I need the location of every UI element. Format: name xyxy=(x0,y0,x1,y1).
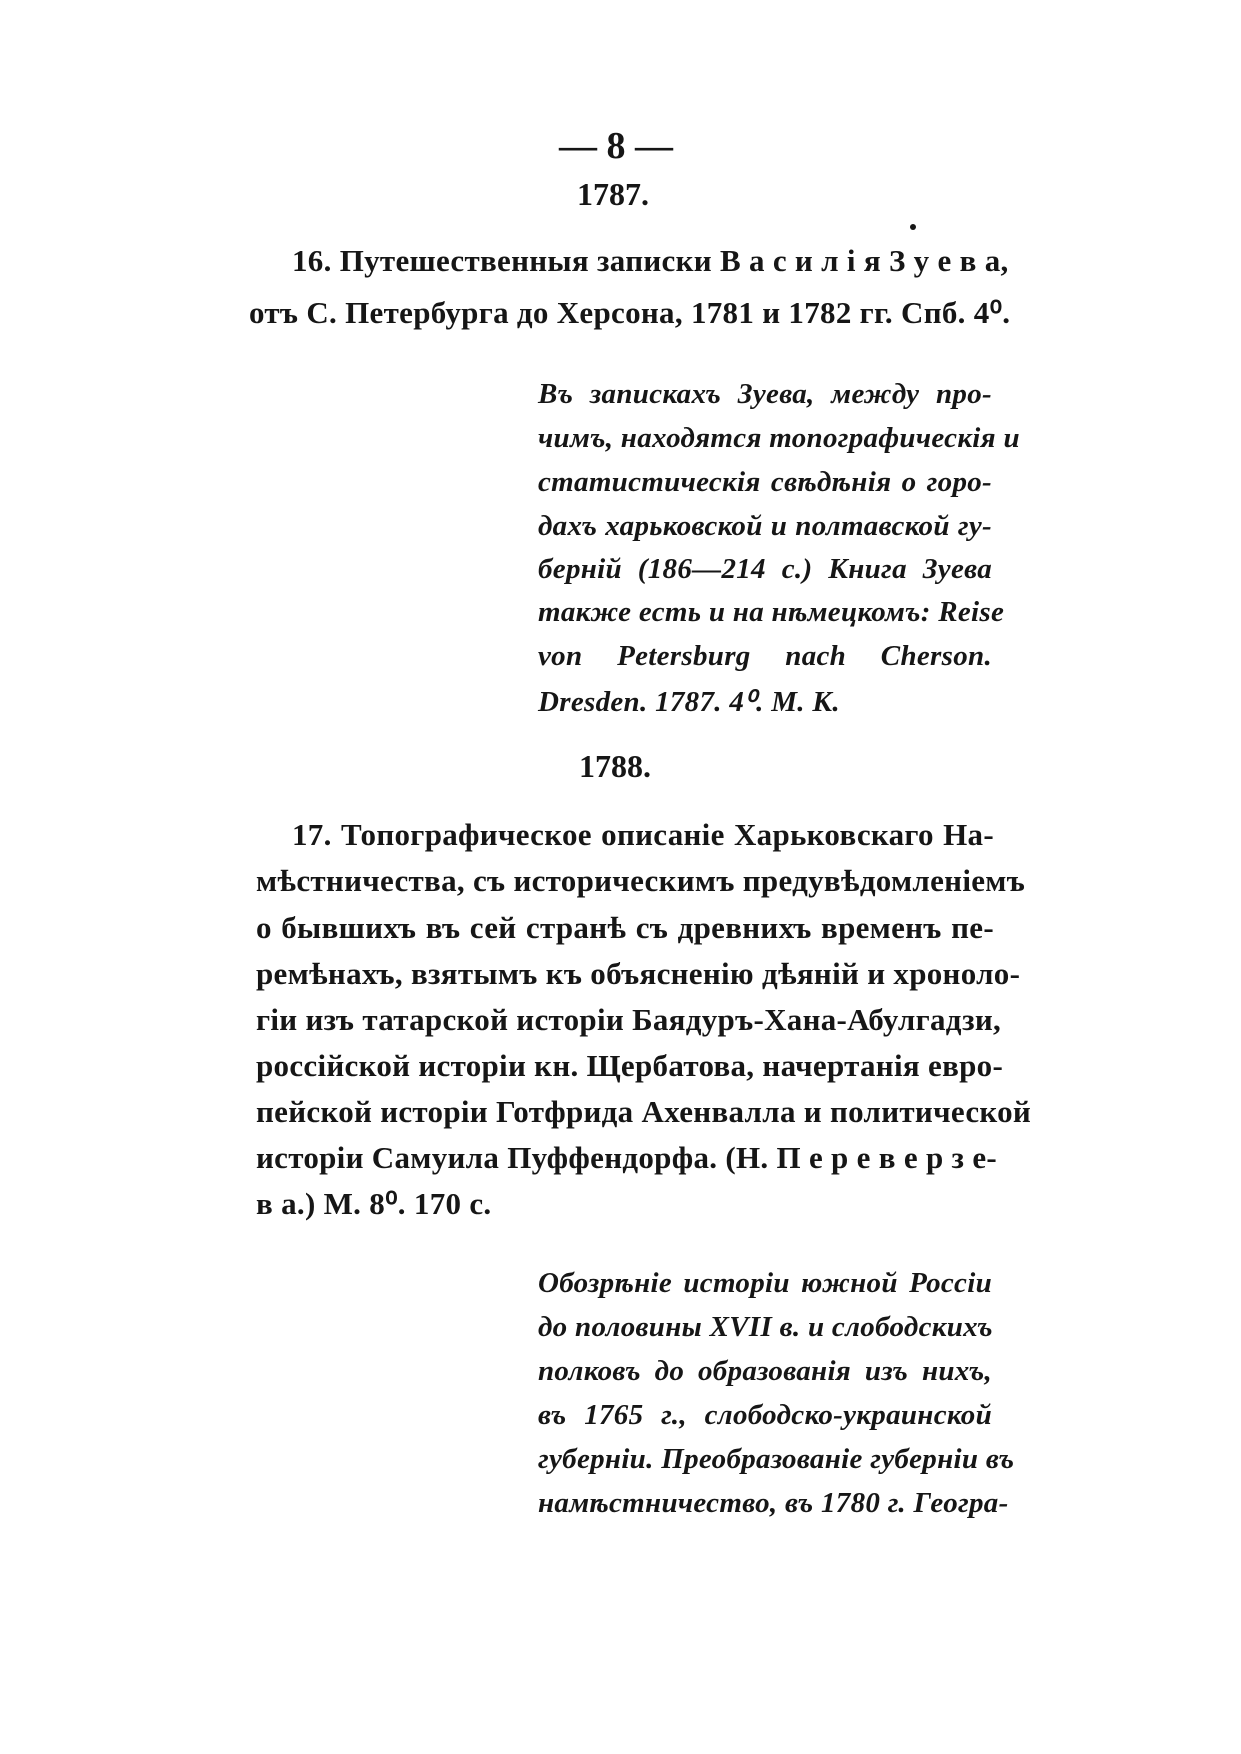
note-16-line-1: Въ запискахъ Зуева, между про- xyxy=(538,378,992,410)
note-16-line-8: Dresden. 1787. 4⁰. М. К. xyxy=(538,686,840,718)
year-heading-1787: 1787. xyxy=(577,176,649,212)
entry-17-line-5: гіи изъ татарской исторіи Баядуръ-Хана-Абулгадзи, xyxy=(256,1002,1002,1037)
entry-16-line-1: 16. Путешественныя записки В а с и л і я З у е в а, xyxy=(292,243,1009,278)
note-16-line-2: чимъ, находятся топографическія и xyxy=(538,422,1020,454)
note-17-line-4: въ 1765 г., слободско-украинской xyxy=(538,1399,992,1431)
entry-17-line-9: в а.) М. 8⁰. 170 с. xyxy=(256,1186,492,1221)
note-17-line-1: Обозрѣніе исторіи южной Россіи xyxy=(538,1267,992,1299)
note-16-line-7: von Petersburg nach Cherson. xyxy=(538,640,992,672)
entry-17-line-4: ремѣнахъ, взятымъ къ объясненію дѣяній и хроноло- xyxy=(256,956,1021,991)
note-17-line-6: намѣстничество, въ 1780 г. Геогра- xyxy=(538,1487,1009,1519)
note-16-line-4: дахъ харьковской и полтавской гу- xyxy=(538,510,992,542)
entry-17-line-1: 17. Топографическое описаніе Харьковскаго На- xyxy=(292,817,994,852)
note-16-line-6: также есть и на нѣмецкомъ: Reise xyxy=(538,596,1005,628)
page-number: — 8 — xyxy=(559,125,673,167)
note-16-line-3: статистическія свѣдѣнія о горо- xyxy=(538,466,992,498)
entry-17-line-8: исторіи Самуила Пуффендорфа. (Н. П е р е в е р з е- xyxy=(256,1140,998,1175)
entry-16-line-2: отъ С. Петербурга до Херсона, 1781 и 1782 гг. Спб. 4⁰. xyxy=(249,295,1011,330)
entry-17-line-3: о бывшихъ въ сей странѣ съ древнихъ временъ пе- xyxy=(256,910,994,945)
entry-17-line-7: пейской исторіи Готфрида Ахенвалла и политической xyxy=(256,1094,1032,1129)
note-17-line-5: губерніи. Преобразованіе губерніи въ xyxy=(538,1443,1015,1475)
note-16-line-5: берній (186—214 с.) Книга Зуева xyxy=(538,553,992,585)
note-17-line-3: полковъ до образованія изъ нихъ, xyxy=(538,1355,992,1387)
note-17-line-2: до половины XVII в. и слободскихъ xyxy=(538,1311,993,1343)
print-speck xyxy=(910,224,916,230)
year-heading-1788: 1788. xyxy=(579,748,651,784)
entry-17-line-2: мѣстничества, съ историческимъ предувѣдомленіемъ xyxy=(256,863,1026,898)
entry-17-line-6: россійской исторіи кн. Щербатова, начертанія евро- xyxy=(256,1048,1004,1083)
